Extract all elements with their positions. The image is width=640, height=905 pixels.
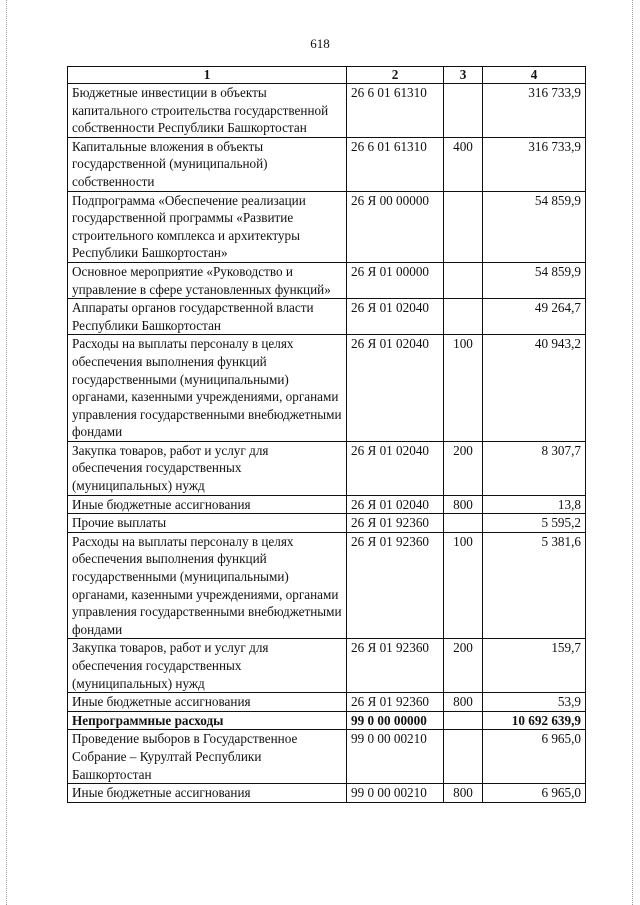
row-group-cell <box>444 514 483 533</box>
row-amount-cell: 13,8 <box>483 495 586 514</box>
scan-edge-right <box>632 0 634 905</box>
row-group-cell <box>444 730 483 784</box>
table-row <box>68 137 586 191</box>
row-code-cell: 26 Я 00 00000 <box>347 191 444 262</box>
table-row <box>68 84 586 138</box>
row-amount-cell: 54 859,9 <box>483 262 586 298</box>
row-code-cell: 26 6 01 61310 <box>347 137 444 191</box>
table-row <box>68 514 586 533</box>
row-name-cell: Закупка товаров, работ и услуг для обеспечения государственных (муниципальных) нужд <box>68 441 347 495</box>
row-name-cell: Капитальные вложения в объекты государственной (муниципальной) собственности <box>68 137 347 191</box>
row-name-cell: Аппараты органов государственной власти Республики Башкортостан <box>68 299 347 335</box>
table-row <box>68 730 586 784</box>
row-name-cell: Основное мероприятие «Руководство и управление в сфере установленных функций» <box>68 262 347 298</box>
row-amount-cell: 53,9 <box>483 693 586 712</box>
table-row <box>68 784 586 803</box>
scan-edge-left <box>6 0 8 905</box>
row-code-cell: 26 Я 01 02040 <box>347 299 444 335</box>
row-name-cell: Расходы на выплаты персоналу в целях обеспечения выполнения функций государственными (муниципальными) органами, казенными учреждениями, органами управления государственными внебюджетными фондами <box>68 335 347 442</box>
table-row <box>68 532 586 639</box>
row-amount-cell: 54 859,9 <box>483 191 586 262</box>
table-row <box>68 441 586 495</box>
row-code-cell: 26 Я 01 92360 <box>347 514 444 533</box>
row-code-cell: 26 Я 01 92360 <box>347 693 444 712</box>
row-code-cell: 99 0 00 00210 <box>347 784 444 803</box>
row-group-cell: 100 <box>444 335 483 442</box>
row-name-cell: Иные бюджетные ассигнования <box>68 693 347 712</box>
column-header-3: 3 <box>444 67 483 84</box>
row-name-cell: Непрограммные расходы <box>68 711 347 730</box>
row-group-cell <box>444 262 483 298</box>
row-group-cell: 800 <box>444 693 483 712</box>
row-code-cell: 99 0 00 00000 <box>347 711 444 730</box>
row-name-cell: Иные бюджетные ассигнования <box>68 784 347 803</box>
row-amount-cell: 5 381,6 <box>483 532 586 639</box>
row-code-cell: 26 Я 01 02040 <box>347 335 444 442</box>
row-code-cell: 26 Я 01 02040 <box>347 495 444 514</box>
row-code-cell: 99 0 00 00210 <box>347 730 444 784</box>
column-header-2: 2 <box>347 67 444 84</box>
row-amount-cell: 6 965,0 <box>483 730 586 784</box>
row-group-cell: 800 <box>444 784 483 803</box>
row-amount-cell: 316 733,9 <box>483 84 586 138</box>
header-row <box>68 67 586 84</box>
row-code-cell: 26 Я 01 92360 <box>347 639 444 693</box>
row-name-cell: Подпрограмма «Обеспечение реализации государственной программы «Развитие строительного комплекса и архитектуры Республики Башкортостан» <box>68 191 347 262</box>
table-header <box>68 67 586 84</box>
row-group-cell: 200 <box>444 441 483 495</box>
table-row <box>68 335 586 442</box>
row-group-cell: 400 <box>444 137 483 191</box>
column-header-4: 4 <box>483 67 586 84</box>
row-amount-cell: 5 595,2 <box>483 514 586 533</box>
column-header-1: 1 <box>68 67 347 84</box>
row-name-cell: Расходы на выплаты персоналу в целях обеспечения выполнения функций государственными (муниципальными) органами, казенными учреждениями, органами управления государственными внебюджетными фондами <box>68 532 347 639</box>
page-number: 618 <box>310 36 330 51</box>
row-name-cell: Бюджетные инвестиции в объекты капитального строительства государственной собственности Республики Башкортостан <box>68 84 347 138</box>
row-amount-cell: 10 692 639,9 <box>483 711 586 730</box>
table-row <box>68 262 586 298</box>
budget-table <box>67 66 586 803</box>
row-group-cell <box>444 84 483 138</box>
row-code-cell: 26 Я 01 02040 <box>347 441 444 495</box>
table-body <box>68 84 586 803</box>
row-code-cell: 26 6 01 61310 <box>347 84 444 138</box>
table-row <box>68 495 586 514</box>
table-row <box>68 711 586 730</box>
row-name-cell: Закупка товаров, работ и услуг для обеспечения государственных (муниципальных) нужд <box>68 639 347 693</box>
table-row <box>68 191 586 262</box>
table-row <box>68 639 586 693</box>
row-group-cell <box>444 191 483 262</box>
row-group-cell <box>444 711 483 730</box>
row-name-cell: Прочие выплаты <box>68 514 347 533</box>
row-name-cell: Проведение выборов в Государственное Собрание – Курултай Республики Башкортостан <box>68 730 347 784</box>
row-group-cell: 100 <box>444 532 483 639</box>
row-amount-cell: 159,7 <box>483 639 586 693</box>
row-amount-cell: 8 307,7 <box>483 441 586 495</box>
row-amount-cell: 40 943,2 <box>483 335 586 442</box>
row-amount-cell: 316 733,9 <box>483 137 586 191</box>
table-row <box>68 693 586 712</box>
row-amount-cell: 49 264,7 <box>483 299 586 335</box>
row-name-cell: Иные бюджетные ассигнования <box>68 495 347 514</box>
row-code-cell: 26 Я 01 92360 <box>347 532 444 639</box>
row-amount-cell: 6 965,0 <box>483 784 586 803</box>
table-row <box>68 299 586 335</box>
row-group-cell: 800 <box>444 495 483 514</box>
row-group-cell: 200 <box>444 639 483 693</box>
row-group-cell <box>444 299 483 335</box>
row-code-cell: 26 Я 01 00000 <box>347 262 444 298</box>
